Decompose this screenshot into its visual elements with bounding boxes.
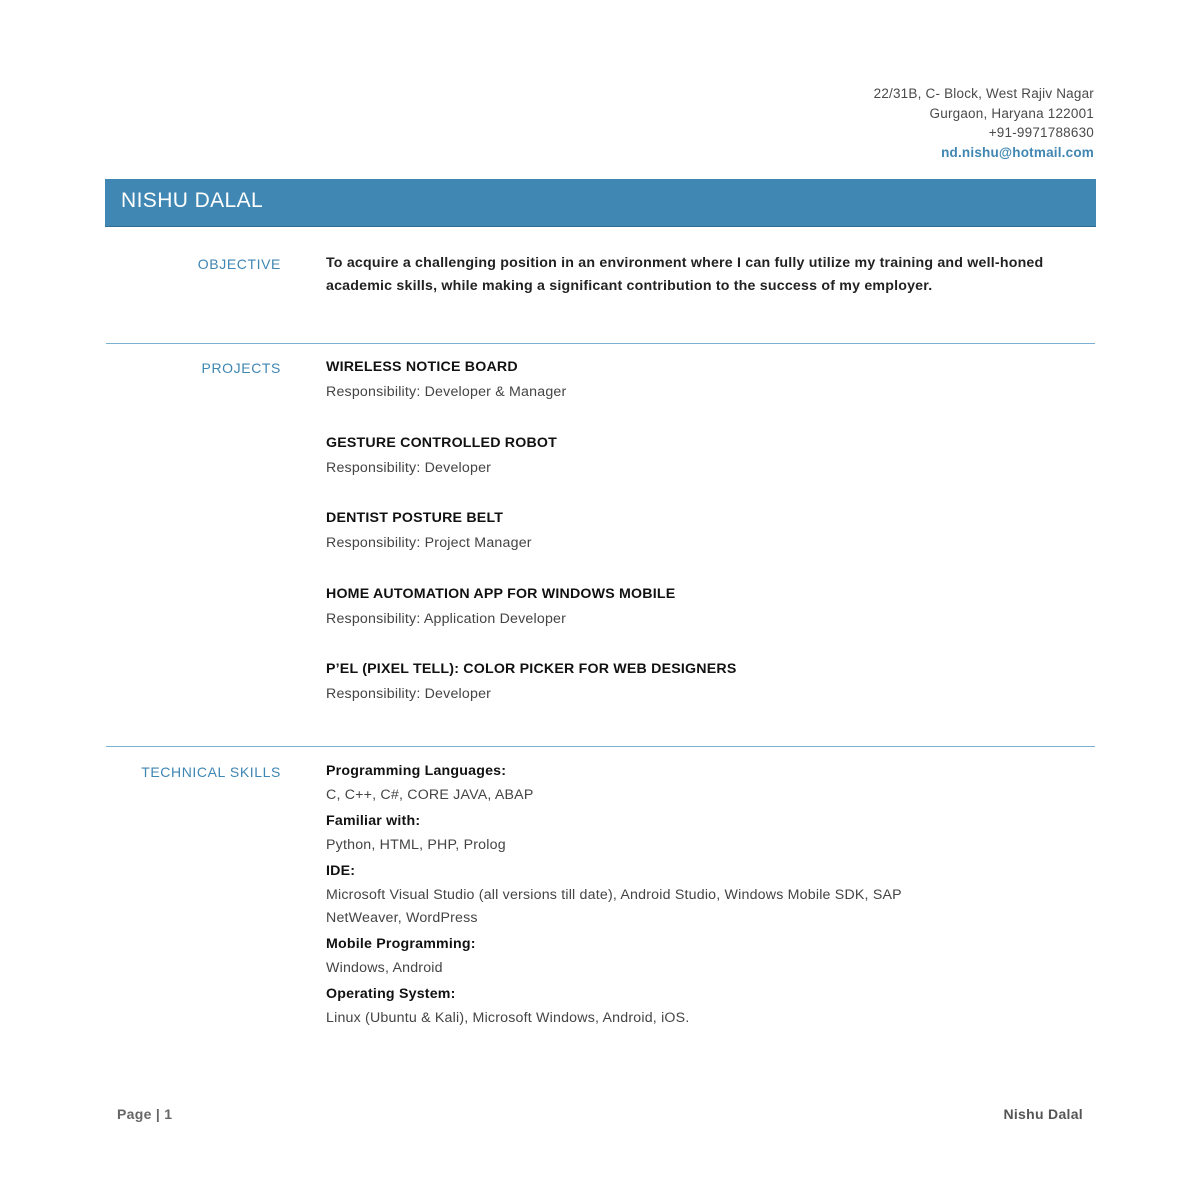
project-item — [326, 431, 1066, 481]
project-item — [326, 582, 1066, 632]
skill-value: Microsoft Visual Studio (all versions till date), Android Studio, Windows Mobile SDK, SAP NetWeaver, WordPress — [326, 887, 902, 926]
project-responsibility: Responsibility: Project Manager — [326, 535, 532, 551]
contact-block — [874, 84, 1094, 162]
phone-number: +91-9971788630 — [988, 125, 1094, 141]
skill-heading: Operating System: — [326, 985, 456, 1002]
objective-label: OBJECTIVE — [197, 256, 281, 272]
skill-value: Python, HTML, PHP, Prolog — [326, 837, 506, 853]
email-link[interactable]: nd.nishu@hotmail.com — [941, 144, 1094, 160]
project-item — [326, 355, 1066, 405]
skill-value: Linux (Ubuntu & Kali), Microsoft Windows, Android, iOS. — [326, 1009, 690, 1026]
projects-list — [326, 355, 1066, 707]
skill-heading: Programming Languages: — [326, 763, 507, 779]
project-title: WIRELESS NOTICE BOARD — [326, 359, 518, 375]
project-responsibility: Responsibility: Developer — [326, 686, 492, 702]
section-divider — [106, 343, 1095, 344]
project-title: HOME AUTOMATION APP FOR WINDOWS MOBILE — [326, 585, 676, 602]
skill-heading: Mobile Programming: — [326, 935, 476, 952]
skill-heading: Familiar with: — [326, 813, 421, 829]
footer-author: Nishu Dalal — [1003, 1106, 1083, 1122]
candidate-name: NISHU DALAL — [121, 189, 264, 212]
project-title: GESTURE CONTROLLED ROBOT — [326, 434, 558, 451]
projects-label: PROJECTS — [201, 360, 281, 376]
project-title: P’EL (PIXEL TELL): COLOR PICKER FOR WEB DESIGNERS — [326, 661, 737, 677]
project-responsibility: Responsibility: Developer & Manager — [326, 384, 567, 400]
address-line-1: 22/31B, C- Block, West Rajiv Nagar — [873, 86, 1094, 101]
objective-text: To acquire a challenging position in an environment where I can fully utilize my training and well-honed academic skills, while making a significant contribution to the success of my employer. — [326, 255, 1044, 294]
technical-skills-label: TECHNICAL SKILLS — [141, 764, 281, 780]
name-banner — [105, 179, 1096, 227]
section-divider — [106, 746, 1095, 747]
address-line-2: Gurgaon, Haryana 122001 — [929, 105, 1094, 121]
project-responsibility: Responsibility: Developer — [326, 459, 492, 476]
project-responsibility: Responsibility: Application Developer — [326, 610, 567, 627]
project-item — [326, 506, 1066, 556]
skill-value: C, C++, C#, CORE JAVA, ABAP — [326, 787, 534, 803]
skills-list — [326, 759, 1066, 1032]
project-item — [326, 657, 1066, 707]
skill-value: Windows, Android — [326, 959, 443, 976]
project-title: DENTIST POSTURE BELT — [326, 510, 504, 526]
skill-heading: IDE: — [326, 863, 356, 879]
page-number: Page | 1 — [117, 1106, 173, 1122]
